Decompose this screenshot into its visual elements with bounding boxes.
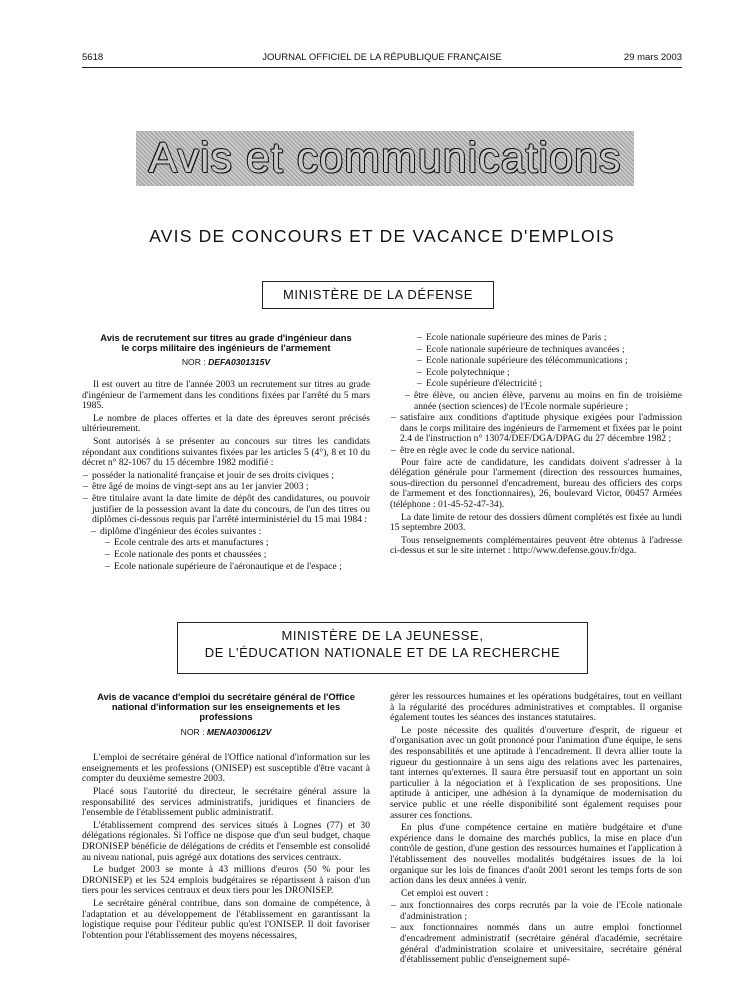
nor-label: NOR : [181,357,206,368]
paragraph: En plus d'une compétence certaine en matière budgétaire et d'une expérience dans le domaine des marchés publics, la mise en place d'un contrôle de gestion, d'une gestion des ressources humaines et l'application à l'établissement des nouvelles modalités budgétaires issues de la loi organique sur les lois de finances d'août 2001 seront les temps forts de son action dans les deux années à venir. [390,822,682,887]
list-item: – posséder la nationalité française et jouir de ses droits civiques ; [82,471,370,482]
paragraph: Pour faire acte de candidature, les candidats doivent s'adresser à la délégation générale pour l'armement (direction des ressources humaines, sous-direction du personnel d'encadrement, bureau des officiers des corps de l'armement et des fonctionnaires), 26, boulevard Victor, 00457 Armées (téléphone : 01-45-52-47-34). [390,456,682,510]
ministry-education-line2: DE L'ÉDUCATION NATIONALE ET DE LA RECHERCHE [204,645,561,660]
list-item: – aux fonctionnaires nommés dans un autre emploi fonctionnel d'encadrement administratif (secrétaire général d'académie, secrétaire général d'administration scolaire et universitaire, secrétaire général d'établissement public d'enseignement supé- [390,923,682,965]
list-item: – diplôme d'ingénieur des écoles suivantes : [90,527,370,538]
paragraph: Placé sous l'autorité du directeur, le secrétaire général assure la responsabilité des services administratifs, juridiques et financiers de l'ensemble de l'établissement public administratif. [82,785,370,819]
list-item: – Ecole nationale supérieure des mines de Paris ; [416,333,682,344]
list-item: – Ecole nationale supérieure des télécommunications ; [416,356,682,367]
header-rule [82,67,682,68]
list-item: – être titulaire avant la date limite de dépôt des candidatures, ou pouvoir justifier de la possession avant la date du concours, de l'un des titres ou diplômes ci-dessous requis par l'arrêté interministériel du 15 mai 1984 : [82,494,370,526]
paragraph: Le budget 2003 se monte à 43 millions d'euros (50 % pour les DRONISEP) et les 524 emplois budgétaires se répartissent à raison d'un tiers pour les services centraux et deux tiers pour les DRONISEP. [82,864,370,897]
paragraph: L'établissement comprend des services situés à Lognes (77) et 30 délégations régionales. Si l'office ne dispose que d'un seul budget, chaque DRONISEP bénéficie de délégations de crédits et l'ensemble est consolidé au niveau national, puis agrégé aux dotations des services centraux. [82,819,370,863]
issue-date: 29 mars 2003 [623,52,682,63]
page-number: 5618 [82,52,104,63]
open-to-list [390,901,682,966]
page-header [82,52,682,66]
paragraph: gérer les ressources humaines et les opérations budgétaires, tout en veillant à la régularité des procédures administratives et comptables. Il organise également toutes les séances des instances statutaires. [390,691,682,724]
paragraph: Sont autorisés à se présenter au concours sur titres les candidats répondant aux conditions suivantes fixées par les articles 5 (4°), 8 et 10 du décret n° 82-1067 du 15 décembre 1982 modifié : [82,435,370,469]
ministry-education-line1: MINISTÈRE DE LA JEUNESSE, [281,628,484,643]
ministry-defense-name: MINISTÈRE DE LA DÉFENSE [282,287,474,302]
paragraph: Cet emploi est ouvert : [401,887,489,899]
student-condition-list [404,391,682,412]
list-item: – aux fonctionnaires des corps recrutés par la voie de l'Ecole nationale d'administration ; [390,901,682,922]
education-article-column-right [390,692,682,967]
nor-code: MENA0300612V [206,726,272,737]
ministry-defense-box [262,281,494,309]
list-item: – être âgé de moins de vingt-sept ans au 1er janvier 2003 ; [82,482,370,493]
paragraph: Le poste nécessite des qualités d'ouverture d'esprit, de rigueur et d'organisation avec un goût prononcé pour l'animation d'une équipe, le sens des responsabilités et une aptitude à l'encadrement. Il devra allier toute la rigueur du gestionnaire à un sens aigu des relations avec les partenaires, tant internes qu'externes. Il saura être persuasif tout en apportant un soin particulier à la négociation et à l'explication de ses propositions. Une aptitude à anticiper, une adhésion à la dynamique de modernisation du service public et une réelle disponibilité sont également requises pour assurer ces fonctions. [390,724,682,821]
list-item: – être élève, ou ancien élève, parvenu au moins en fin de troisième année (section sciences) de l'Ecole normale supérieure ; [404,391,682,412]
defense-nor [82,357,370,368]
list-item: – Ecole nationale supérieure de l'aéronautique et de l'espace ; [104,562,370,573]
list-item: – être en règle avec le code du service national. [390,446,682,457]
paragraph: La date limite de retour des dossiers dûment complétés est fixée au lundi 15 septembre 2003. [390,511,682,534]
schools-list-part2 [416,333,682,390]
nor-code: DEFA0301315V [208,357,271,368]
conditions-list [82,471,370,526]
education-nor [82,727,370,738]
ministry-education-box [177,622,588,674]
list-item: – Ecole centrale des arts et manufactures ; [104,538,370,549]
list-item: – Ecole polytechnique ; [416,368,682,379]
defense-article-column-left [82,333,370,573]
list-item: – Ecole nationale des ponts et chaussées ; [104,550,370,561]
journal-title: JOURNAL OFFICIEL DE LA RÉPUBLIQUE FRANÇAISE [262,52,502,63]
more-conditions-list [390,413,682,456]
paragraph: Tous renseignements complémentaires peuvent être obtenus à l'adresse ci-dessus et sur le site internet : http://www.defense.gouv.fr/dga. [390,534,682,557]
paragraph: L'emploi de secrétaire général de l'Office national d'information sur les enseignements et les professions (ONISEP) est susceptible d'être vacant à compter du deuxième semestre 2003. [82,752,370,785]
diploma-list [90,527,370,538]
section-banner [136,131,634,186]
paragraph: Il est ouvert au titre de l'année 2003 un recrutement sur titres au grade d'ingénieur de l'armement dans les conditions fixées par l'arrêté du 5 mars 1985. [82,379,370,412]
defense-article-column-right [390,333,682,559]
list-item: – satisfaire aux conditions d'aptitude physique exigées pour l'admission dans le corps militaire des ingénieurs de l'armement et fixées par le point 2.4 de l'instruction n° 13074/DEF/DGA/DPAG du 27 décembre 1982 ; [390,413,682,445]
paragraph: Le nombre de places offertes et la date des épreuves seront précisés ultérieurement. [82,412,370,435]
defense-article-title: Avis de recrutement sur titres au grade d'ingénieur dans le corps militaire des ingénieurs de l'armement [100,332,352,354]
list-item: – Ecole nationale supérieure de techniques avancées ; [416,345,682,356]
schools-list-part1 [104,538,370,572]
banner-text: Avis et communications [148,134,622,182]
paragraph: Le secrétaire général contribue, dans son domaine de compétence, à l'adaptation et au développement de l'établissement en garantissant la logistique requise pour l'éditeur public qu'est l'ONISEP. Il doit favoriser l'obtention pour l'établissement des moyens nécessaires, [82,897,370,941]
education-article-column-left [82,692,370,943]
list-item: – Ecole supérieure d'électricité ; [416,379,682,390]
main-title: AVIS DE CONCOURS ET DE VACANCE D'EMPLOIS [149,226,615,246]
education-article-title: Avis de vacance d'emploi du secrétaire général de l'Office national d'information sur les enseignements et les professions [97,691,355,723]
nor-label: NOR : [180,726,205,737]
